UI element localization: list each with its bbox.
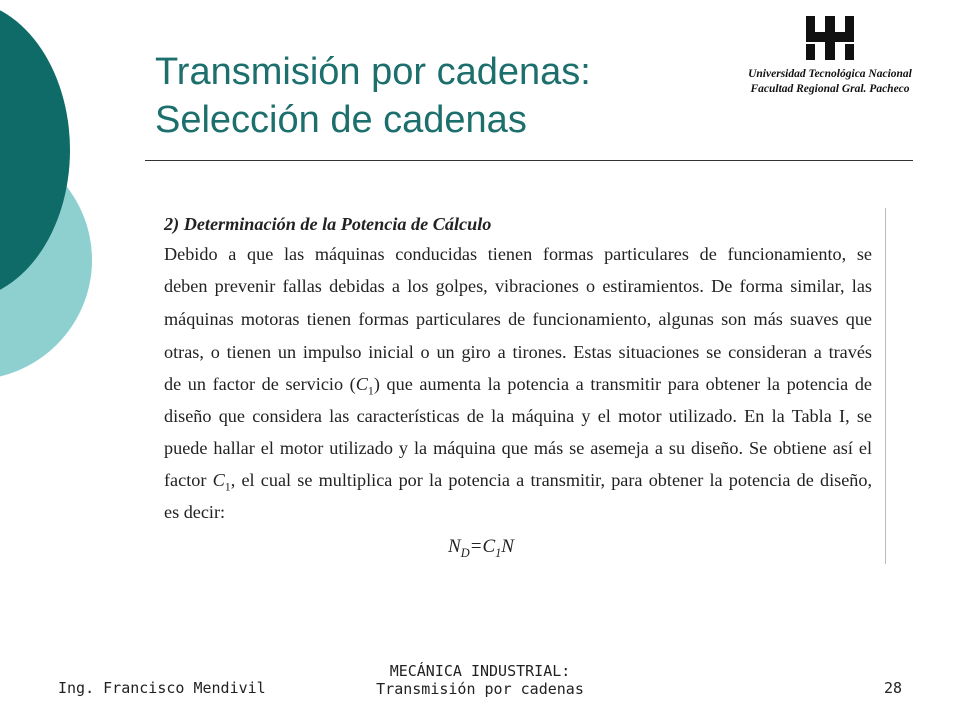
footer-course-line2: Transmisión por cadenas — [376, 680, 584, 698]
document-line: máquinas motoras tienen formas particulares de funcionamiento, algunas son más suaves que — [164, 309, 872, 329]
logo-faculty-name: Facultad Regional Gral. Pacheco — [750, 83, 910, 95]
footer-course — [370, 662, 590, 698]
footer-author: Ing. Francisco Mendivil — [58, 679, 266, 697]
design-power-formula: $N_D=C_1N$ — [448, 536, 514, 560]
document-heading: 2) Determinación de la Potencia de Cálculo — [164, 214, 492, 234]
document-line: Debido a que las máquinas conducidas tienen formas particulares de funcionamiento, se — [164, 244, 872, 264]
logo-university-name: Universidad Tecnológica Nacional — [748, 68, 912, 80]
slide-title-line2: Selección de cadenas — [155, 99, 527, 141]
document-excerpt — [158, 208, 886, 564]
document-edge — [885, 208, 886, 564]
document-line: de un factor de servicio $(C_1)$ que aumenta la potencia a transmitir para obtener la potencia de — [164, 374, 872, 398]
document-line: puede hallar el motor utilizado y la máquina que más se asemeja a su diseño. Se obtiene así el — [164, 438, 872, 458]
slide-title — [155, 48, 715, 144]
university-logo — [735, 14, 925, 104]
document-line: es decir: — [164, 502, 226, 522]
footer-course-line1: MECÁNICA INDUSTRIAL: — [389, 662, 571, 680]
slide-title-line1: Transmisión por cadenas: — [155, 51, 591, 93]
document-line: factor $C_1$, el cual se multiplica por la potencia a transmitir, para obtener la potencia de diseño, — [164, 470, 873, 494]
utn-emblem-icon — [802, 14, 858, 62]
title-divider — [145, 160, 913, 161]
document-line: otras, o tienen un impulso inicial o un giro a tirones. Estas situaciones se consideran a través — [164, 342, 872, 362]
footer-page-number: 28 — [884, 679, 903, 697]
document-line: diseño que considera las características de la máquina y el motor utilizado. En la Tabla I, se — [164, 406, 872, 426]
document-line: deben prevenir fallas debidas a los golpes, vibraciones o estiramientos. De forma similar, las — [164, 276, 872, 296]
